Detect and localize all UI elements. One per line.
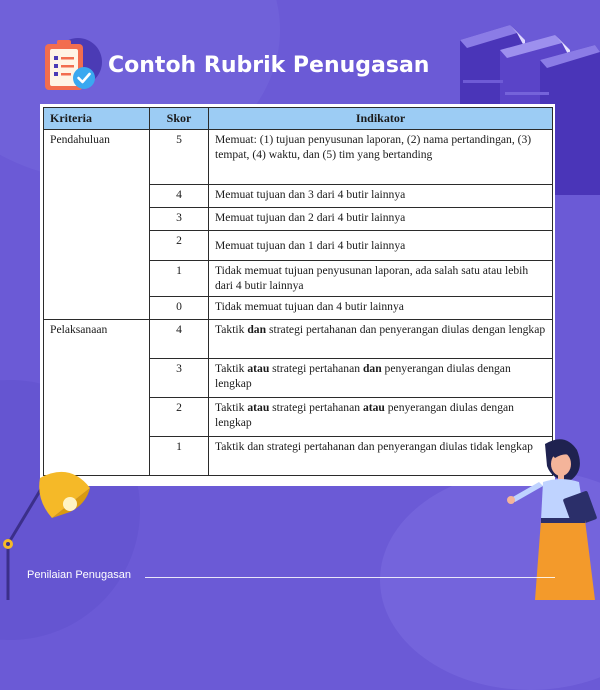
table-row — [44, 398, 553, 437]
skor-cell: 3 — [150, 359, 209, 398]
table-row — [44, 297, 553, 320]
table-row — [44, 130, 553, 185]
rubric-table — [43, 107, 553, 476]
table-row — [44, 208, 553, 231]
woman-presenter-icon — [505, 436, 600, 600]
indikator-cell: Taktik atau strategi pertahanan dan penyerangan diulas dengan lengkap — [209, 359, 553, 398]
clipboard-check-icon — [40, 36, 102, 96]
kriteria-cell — [44, 398, 150, 437]
table-header-row — [44, 108, 553, 130]
page-title: Contoh Rubrik Penugasan — [108, 53, 430, 78]
skor-cell: 3 — [150, 208, 209, 231]
table-row — [44, 320, 553, 359]
footer-divider — [145, 577, 555, 578]
skor-cell: 4 — [150, 185, 209, 208]
header-indikator: Indikator — [209, 108, 553, 130]
indikator-cell: Memuat: (1) tujuan penyusunan laporan, (2) nama pertandingan, (3) tempat, (4) waktu, dan (5) tim yang bertanding — [209, 130, 553, 185]
indikator-cell: Tidak memuat tujuan dan 4 butir lainnya — [209, 297, 553, 320]
kriteria-cell: Pendahuluan — [44, 130, 150, 185]
skor-cell: 4 — [150, 320, 209, 359]
header-skor: Skor — [150, 108, 209, 130]
indikator-cell: Taktik atau strategi pertahanan atau penyerangan diulas dengan lengkap — [209, 398, 553, 437]
table-row — [44, 437, 553, 476]
indikator-cell: Taktik dan strategi pertahanan dan penyerangan diulas dengan lengkap — [209, 320, 553, 359]
header-kriteria: Kriteria — [44, 108, 150, 130]
kriteria-cell — [44, 231, 150, 261]
indikator-cell: Memuat tujuan dan 3 dari 4 butir lainnya — [209, 185, 553, 208]
skor-cell: 5 — [150, 130, 209, 185]
skor-cell: 1 — [150, 437, 209, 476]
rubric-sheet — [40, 104, 555, 486]
table-row — [44, 231, 553, 261]
indikator-cell: Memuat tujuan dan 1 dari 4 butir lainnya — [209, 231, 553, 261]
kriteria-cell — [44, 185, 150, 208]
skor-cell: 2 — [150, 398, 209, 437]
indikator-cell: Memuat tujuan dan 2 dari 4 butir lainnya — [209, 208, 553, 231]
skor-cell: 0 — [150, 297, 209, 320]
skor-cell: 1 — [150, 261, 209, 297]
kriteria-cell — [44, 359, 150, 398]
kriteria-cell: Pelaksanaan — [44, 320, 150, 359]
skor-cell: 2 — [150, 231, 209, 261]
kriteria-cell — [44, 208, 150, 231]
table-row — [44, 261, 553, 297]
kriteria-cell — [44, 261, 150, 297]
kriteria-cell — [44, 297, 150, 320]
footer-label: Penilaian Penugasan — [27, 569, 131, 581]
table-row — [44, 185, 553, 208]
table-row — [44, 359, 553, 398]
indikator-cell: Tidak memuat tujuan penyusunan laporan, ada salah satu atau lebih dari 4 butir lainnya — [209, 261, 553, 297]
indikator-cell: Taktik dan strategi pertahanan dan penyerangan diulas tidak lengkap — [209, 437, 553, 476]
